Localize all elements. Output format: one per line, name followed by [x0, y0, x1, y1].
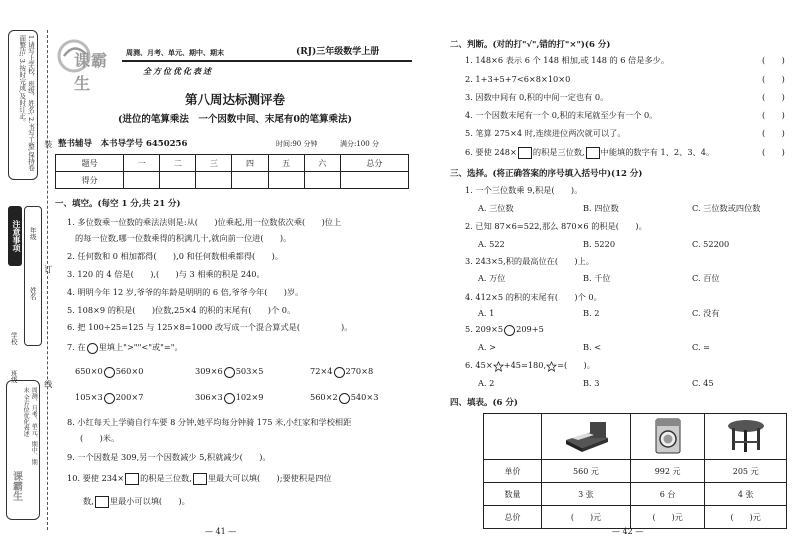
question-8b: ( )米。	[80, 433, 120, 443]
digit-box[interactable]	[95, 496, 109, 508]
exam-score-total: 满分:100 分	[340, 140, 379, 148]
score-cell[interactable]	[124, 172, 160, 189]
judge-answer-2[interactable]: ( )	[762, 74, 785, 84]
cut-mark-2: 订	[43, 265, 53, 273]
choice-question-2: 2. 已知 87×6=522,那么 870×6 的积是( )。	[465, 221, 647, 231]
cut-mark-3: 线	[43, 380, 53, 388]
compare-right: 270×8	[345, 366, 374, 376]
question-7	[67, 342, 183, 354]
choice-question-6	[465, 360, 595, 372]
option[interactable]: A. 1	[478, 308, 495, 318]
total-blank[interactable]: ( )元	[542, 506, 631, 529]
choice6-text-1: 6. 45×	[465, 360, 493, 370]
judge-6	[465, 147, 714, 159]
score-head-4: 四	[232, 155, 268, 172]
slogan: 全方位优化表述	[143, 66, 213, 76]
notes-text: 1.请写上学校、班级、姓名; 2.书写工整,保持卷面整洁; 3.按时完成,及时订正。	[18, 35, 35, 171]
q10-text-4: 数,	[83, 496, 94, 506]
page-title: 第八周达标测评卷	[184, 92, 285, 107]
judge-answer-5[interactable]: ( )	[762, 128, 785, 138]
question-10b	[83, 496, 190, 508]
score-cell[interactable]	[304, 172, 340, 189]
promo-box	[6, 380, 40, 520]
field-name: 姓名	[28, 287, 37, 300]
score-header-row	[56, 155, 409, 172]
score-head-2: 二	[160, 155, 196, 172]
star-icon	[493, 361, 504, 372]
bed-icon	[562, 418, 610, 454]
guide-number: 整书辅导 本书导学号 6450256	[58, 139, 188, 149]
compare-right: 503×5	[235, 366, 264, 376]
option[interactable]: A. 2	[478, 378, 495, 388]
compare-left: 105×3	[75, 392, 103, 402]
page-number-left: — 41 —	[205, 527, 237, 536]
corner-cell	[484, 414, 542, 460]
page-subtitle: (进位的笔算乘法 一个因数中间、末尾有0的笔算乘法)	[117, 114, 353, 125]
binding-sidebar	[4, 30, 53, 530]
judge-5: 5. 笔算 275×4 时,连续进位两次就可以了。	[465, 128, 626, 138]
price-value: 992 元	[630, 460, 704, 483]
question-8a: 8. 小红每天上学骑自行车要 8 分钟,她平均每分钟骑 175 米,小红家和学校相距	[67, 417, 352, 427]
compare-left: 309×6	[195, 366, 223, 376]
washing-machine-icon	[648, 417, 688, 455]
score-input-row	[56, 172, 409, 189]
cut-line	[47, 30, 48, 530]
promo-text: 周测、月考、单元、期中、期末 全方位优化表述	[22, 387, 38, 465]
price-value: 560 元	[542, 460, 631, 483]
choice-question-1: 1. 一个三位数乘 9,积是( )。	[465, 185, 583, 195]
compare-input[interactable]	[334, 367, 345, 378]
question-1a: 1. 多位数乘一位数的乘法法则是:从( )位乘起,用一位数依次乘( )位上	[67, 217, 342, 227]
score-head-label: 题号	[56, 155, 124, 172]
compare-6	[310, 392, 378, 404]
quantity-label: 数量	[484, 483, 542, 506]
judge-answer-3[interactable]: ( )	[762, 92, 785, 102]
q10-text-3: 里最大可以填( );要使积是四位	[207, 473, 332, 483]
choice5-left: 5. 209×5	[465, 324, 504, 334]
choice-question-5	[465, 324, 544, 336]
option[interactable]: C. 52200	[692, 239, 730, 249]
option[interactable]: C. 45	[692, 378, 714, 388]
exam-time: 时间:90 分钟	[276, 140, 318, 148]
q10-text-5: 里最小可以填( )。	[109, 496, 190, 506]
compare-input[interactable]	[104, 393, 115, 404]
compare-3	[310, 366, 373, 378]
compare-4	[75, 392, 143, 404]
option[interactable]: A. >	[478, 342, 496, 352]
compare-right: 200×7	[115, 392, 144, 402]
sidebar-logo: 课霸生	[10, 471, 22, 501]
question-2: 2. 任何数和 0 相加都得( ),0 和任何数相乘都得( )。	[67, 251, 283, 261]
compare-left: 560×2	[310, 392, 338, 402]
compare-left: 72×4	[310, 366, 333, 376]
score-row-label: 得分	[56, 172, 124, 189]
logo-text: 课霸生	[74, 51, 109, 93]
option[interactable]: C. 三位数或四位数	[692, 203, 761, 213]
q10-text-1: 10. 要使 234×	[67, 473, 125, 483]
score-table	[55, 154, 409, 189]
option[interactable]: C. =	[692, 342, 711, 352]
compare-left: 306×3	[195, 392, 223, 402]
question-3: 3. 120 的 4 倍是( ),( )与 3 相乘的积是 240。	[67, 269, 265, 279]
page-number-right: — 42 —	[612, 527, 644, 536]
price-row	[484, 460, 787, 483]
judge-answer-1[interactable]: ( )	[762, 55, 785, 65]
price-label: 单价	[484, 460, 542, 483]
round-table-icon	[724, 417, 768, 455]
header-rule	[122, 60, 412, 62]
score-cell[interactable]	[232, 172, 268, 189]
option[interactable]: A. 三位数	[478, 203, 514, 213]
question-4: 4. 明明今年 12 岁,爷爷的年龄是明明的 6 倍,爷爷今年( )岁。	[67, 287, 304, 297]
series-tags: 周测、月考、单元、期中、期末	[126, 48, 224, 57]
section-3-heading: 三、选择。(将正确答案的序号填入括号中)(12 分)	[450, 169, 643, 179]
question-1b: 的每一位数,哪一位数乘得的积满几十,就向前一位进( )。	[75, 233, 292, 243]
table-item-cell	[705, 414, 787, 460]
bed-cell	[542, 414, 631, 460]
washer-cell	[630, 414, 704, 460]
digit-box[interactable]	[193, 473, 207, 485]
digit-box[interactable]	[125, 473, 139, 485]
option[interactable]: B. <	[583, 342, 602, 352]
total-blank[interactable]: ( )元	[630, 506, 704, 529]
judge-answer-4[interactable]: ( )	[762, 110, 785, 120]
q7-prefix: 7. 在	[67, 342, 86, 352]
score-head-total: 总分	[340, 155, 408, 172]
option[interactable]: B. 5220	[583, 239, 616, 249]
compare-right: 560×0	[115, 366, 144, 376]
compare-input[interactable]	[104, 367, 115, 378]
compare-1	[75, 366, 143, 378]
score-cell[interactable]	[340, 172, 408, 189]
option[interactable]: B. 3	[583, 378, 600, 388]
compare-input[interactable]	[339, 393, 350, 404]
compare-circle	[87, 343, 98, 354]
q10-text-2: 的积是三位数,	[140, 473, 192, 483]
choice-question-3: 3. 243×5,积的最高位在( )上。	[465, 256, 594, 266]
compare-left: 650×0	[75, 366, 103, 376]
section-1-heading: 一、填空。(每空 1 分,共 21 分)	[55, 199, 181, 209]
total-label: 总价	[484, 506, 542, 529]
question-10a	[67, 473, 332, 485]
score-cell[interactable]	[160, 172, 196, 189]
score-cell[interactable]	[268, 172, 304, 189]
option[interactable]: C. 没有	[692, 308, 720, 318]
total-row	[484, 506, 787, 529]
quantity-value: 3 张	[542, 483, 631, 506]
judge-answer-6[interactable]: ( )	[762, 147, 785, 157]
score-head-6: 六	[304, 155, 340, 172]
info-box	[24, 206, 42, 346]
option[interactable]: B. 2	[583, 308, 600, 318]
quantity-row	[484, 483, 787, 506]
q7-suffix: 里填上">""<"或"="。	[98, 342, 183, 352]
question-9: 9. 一个因数是 309,另一个因数减少 5,积就减少( )。	[67, 452, 271, 462]
section-2-heading: 二、判断。(对的打"√",错的打"×")(6 分)	[450, 40, 611, 50]
notes-box	[8, 30, 38, 180]
compare-right: 540×3	[350, 392, 379, 402]
price-value: 205 元	[705, 460, 787, 483]
notes-tag: 注意事项	[8, 206, 22, 266]
compare-input[interactable]	[224, 367, 235, 378]
compare-2	[195, 366, 263, 378]
judge6-text-2: 的积是三位数,	[532, 147, 585, 157]
digit-box[interactable]	[586, 147, 600, 159]
option[interactable]: B. 千位	[583, 273, 611, 283]
total-blank[interactable]: ( )元	[705, 506, 787, 529]
field-class: 班级	[9, 370, 18, 383]
cut-mark-1: 装	[43, 140, 53, 148]
judge6-text-3: 中能填的数字有 1、2、3、4。	[600, 147, 715, 157]
choice6-text-2: +45=180,	[503, 360, 547, 370]
star-icon	[546, 361, 557, 372]
field-grade: 年级	[28, 227, 37, 240]
choice6-text-3: =( )。	[557, 360, 595, 370]
section-4-heading: 四、填表。(6 分)	[450, 398, 518, 408]
option[interactable]: B. 四位数	[583, 203, 619, 213]
price-table	[483, 413, 787, 529]
option[interactable]: C. 百位	[692, 273, 720, 283]
option[interactable]: A. 万位	[478, 273, 506, 283]
judge6-text-1: 6. 要使 248×	[465, 147, 517, 157]
judge-1: 1. 148×6 表示 6 个 148 相加,或 148 的 6 倍是多少。	[465, 55, 670, 65]
compare-right: 102×9	[235, 392, 264, 402]
judge-3: 3. 因数中间有 0,积的中间一定也有 0。	[465, 92, 609, 102]
image-row	[484, 414, 787, 460]
score-head-3: 三	[196, 155, 232, 172]
judge-2: 2. 1+3+5+7<6×8×10×0	[465, 74, 571, 84]
grade-label: (RJ)三年级数学上册	[296, 47, 380, 57]
score-cell[interactable]	[196, 172, 232, 189]
quantity-value: 6 台	[630, 483, 704, 506]
option[interactable]: A. 522	[478, 239, 505, 249]
field-school: 学校	[9, 332, 18, 345]
brand-logo	[56, 38, 118, 93]
compare-input[interactable]	[224, 393, 235, 404]
quantity-value: 4 张	[705, 483, 787, 506]
question-6: 6. 把 100÷25=125 与 125×8=1000 改写成一个混合算式是( )。	[67, 322, 353, 332]
question-5: 5. 108×9 的积是( )位数,25×4 的积的末尾有( )个 0。	[67, 305, 296, 315]
choice5-right: 209+5	[516, 324, 544, 334]
choice-question-4: 4. 412×5 的积的末尾有( )个 0。	[465, 292, 602, 302]
compare-5	[195, 392, 263, 404]
digit-box[interactable]	[518, 147, 532, 159]
score-head-1: 一	[124, 155, 160, 172]
judge-4: 4. 一个因数末尾有一个 0,积的末尾就至少有一个 0。	[465, 110, 658, 120]
compare-input[interactable]	[504, 325, 515, 336]
score-head-5: 五	[268, 155, 304, 172]
